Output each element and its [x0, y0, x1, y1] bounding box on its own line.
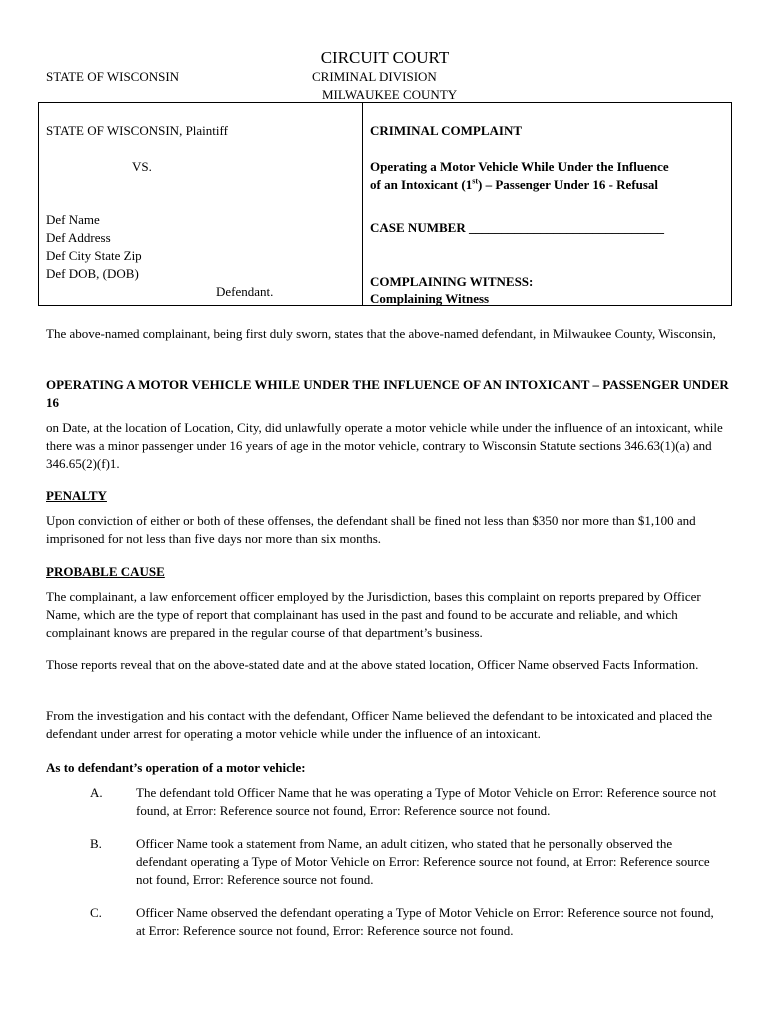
defendant-city: Def City State Zip: [46, 248, 142, 263]
probable-cause-paragraph-2: Those reports reveal that on the above-stated date and at the above stated location, Officer Name observed Facts Information.: [46, 657, 699, 672]
penalty-heading: PENALTY: [46, 488, 107, 503]
defendant-address: Def Address: [46, 230, 111, 245]
list-item-letter: B.: [90, 836, 102, 851]
list-item: Officer Name took a statement from Name, an adult citizen, who stated that he personally observed the defendant operating a Type of Motor Vehicle on Error: Reference source not found, at Error: Reference source not found, Error: Reference source not found.: [136, 836, 710, 887]
charge-heading: OPERATING A MOTOR VEHICLE WHILE UNDER THE INFLUENCE OF AN INTOXICANT – PASSENGER UNDER 16: [46, 377, 729, 410]
defendant-dob: Def DOB, (DOB): [46, 266, 139, 281]
witness-label: COMPLAINING WITNESS:: [370, 274, 534, 289]
division-header: CRIMINAL DIVISION: [312, 69, 437, 84]
county-header: MILWAUKEE COUNTY: [322, 87, 458, 102]
operation-heading: As to defendant’s operation of a motor vehicle:: [46, 760, 306, 775]
complaint-title: CRIMINAL COMPLAINT: [370, 123, 523, 138]
caption-divider: [362, 102, 363, 306]
list-item: The defendant told Officer Name that he was operating a Type of Motor Vehicle on Error: Reference source not found, at Error: Reference source not found, Error: Reference source not found.: [136, 785, 717, 818]
charge-line-2: of an Intoxicant (1st) – Passenger Under 16 - Refusal: [370, 176, 659, 192]
versus-label: VS.: [132, 159, 152, 174]
probable-cause-heading: PROBABLE CAUSE: [46, 564, 165, 579]
case-number: CASE NUMBER ______________________________: [370, 220, 664, 235]
list-item-letter: C.: [90, 905, 102, 920]
intro-paragraph: The above-named complainant, being first duly sworn, states that the above-named defendant, in Milwaukee County, Wisconsin,: [46, 326, 716, 341]
witness-name: Complaining Witness: [370, 291, 490, 306]
charge-line-1: Operating a Motor Vehicle While Under the Influence: [370, 159, 669, 174]
penalty-paragraph: Upon conviction of either or both of these offenses, the defendant shall be fined not less than $350 nor more than $1,100 and imprisoned for not less than five days nor more than six months.: [46, 513, 696, 546]
probable-cause-paragraph-3: From the investigation and his contact with the defendant, Officer Name believed the defendant to be intoxicated and placed the defendant under arrest for operating a motor vehicle while under the influence of an intoxicant.: [46, 708, 713, 741]
defendant-name: Def Name: [46, 212, 100, 227]
plaintiff-line: STATE OF WISCONSIN, Plaintiff: [46, 123, 228, 138]
probable-cause-paragraph-1: The complainant, a law enforcement officer employed by the Jurisdiction, bases this complaint on reports prepared by Officer Name, which are the type of report that complainant has used in the past and found to be accurate and reliable, and which complainant knows are prepared in the regular course of that department’s business.: [46, 589, 701, 640]
defendant-label: Defendant.: [216, 284, 274, 299]
charge-paragraph: on Date, at the location of Location, City, did unlawfully operate a motor vehicle while under the influence of an intoxicant, while there was a minor passenger under 16 years of age in the motor vehicle, contrary to Wisconsin Statute sections 346.63(1)(a) and 346.65(2)(f)1.: [46, 420, 723, 471]
court-title: CIRCUIT COURT: [320, 48, 450, 67]
list-item: Officer Name observed the defendant operating a Type of Motor Vehicle on Error: Reference source not found, at Error: Reference source not found, Error: Reference source not found.: [136, 905, 714, 938]
state-header: STATE OF WISCONSIN: [46, 69, 180, 84]
list-item-letter: A.: [90, 785, 103, 800]
